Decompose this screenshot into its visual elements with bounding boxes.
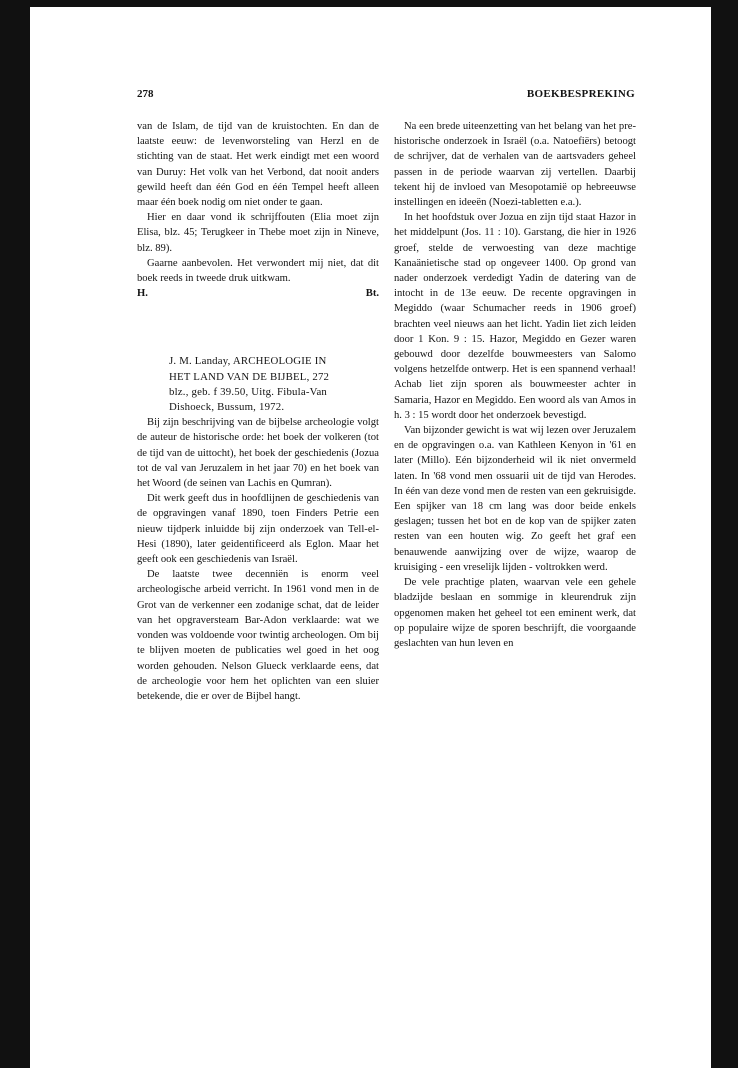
citation-line: J. M. Landay, ARCHEOLOGIE IN xyxy=(169,355,327,368)
scan-edge-left xyxy=(0,0,30,1068)
signature-initials: Bt. xyxy=(365,288,379,300)
paragraph: Gaarne aanbevolen. Het verwondert mij niet, dat dit boek reeds in tweede druk uitkwam. xyxy=(137,257,379,285)
paragraph: Hier en daar vond ik schrijffouten (Elia moet zijn Elisa, blz. 45; Terugkeer in Thebe moet zijn in Nineve, blz. 89). xyxy=(137,212,379,254)
right-column xyxy=(394,119,636,651)
paragraph: van de Islam, de tijd van de kruistochten. En dan de laatste eeuw: de levenworsteling van Herzl en de stichting van de staat. Het werk eindigt met een woord van Duruy: Het volk van het Verbond, dat nooit anders gewild heeft dan één God en één Tempel heeft alleen maar één boek nodig om niet onder te gaan. xyxy=(137,121,379,209)
paragraph: De vele prachtige platen, waarvan vele een gehele bladzijde beslaan en sommige in kleurendruk zijn opgenomen maken het geheel tot een eminent werk, dat op populaire wijze de sporen beschrijft, die voorgaande geslachten van hun leven en xyxy=(394,577,636,649)
citation-line: Dishoeck, Bussum, 1972. xyxy=(169,401,285,414)
page-number: 278 xyxy=(137,88,154,100)
page-header xyxy=(137,88,635,104)
citation-line: HET LAND VAN DE BIJBEL, 272 xyxy=(169,370,330,383)
book-citation xyxy=(169,354,380,415)
left-column xyxy=(137,119,379,704)
paragraph: Dit werk geeft dus in hoofdlijnen de geschiedenis van de opgravingen vanaf 1890, toen Finders Petrie een nieuw tijdperk inluidde bij zijn onderzoek van Tell-el-Hesi (1890), later geidentificeerd als Eglon. Maar het geeft ook een geschiedenis van Israël. xyxy=(137,493,379,566)
reviewer-signature xyxy=(137,286,379,301)
running-head: BOEKBESPREKING xyxy=(526,88,635,100)
signature-initial: H. xyxy=(137,288,148,300)
citation-line: blz., geb. f 39.50, Uitg. Fibula-Van xyxy=(169,385,328,398)
paragraph: In het hoofdstuk over Jozua en zijn tijd staat Hazor in het middelpunt (Jos. 11 : 10). Garstang, die hier in 1926 groef, stelde de verwoesting van deze machtige Kanaänietische stad op ongeveer 1400. Op grond van nader onderzoek verdedigt Yadin de datering van de intocht in de 13e eeuw. De recente opgravingen in Megiddo (waar Schumacher reeds in 1906 groef) brachten veel nieuws aan het licht. Yadin liet zich leiden door 1 Kon. 9 : 15. Hazor, Megiddo en Gezer waren gebouwd door dezelfde bouwmeesters van Salomo volgens hetzelfde ontwerp. Het is een spannend verhaal! Achab liet zijn sporen als bouwmeester achter in Samaria, Hazor en Megiddo. Een woord als van Amos in h. 3 : 15 wordt door het onderzoek bevestigd. xyxy=(394,212,636,421)
paragraph: De laatste twee decenniën is enorm veel archeologische arbeid verricht. In 1961 vond men in de Grot van de verkenner een zodanige schat, dat de leider van het opgraversteam Bar-Adon verklaarde: wat we vonden was voldoende voor twintig archeologen. Om bij te blijven moeten de publicaties wel goed in het oog worden gehouden. Nelson Glueck verklaarde eens, dat de archeologie voor hem het oplichten van een sluier betekende, die er over de Bijbel hangt. xyxy=(137,569,379,702)
paragraph: Na een brede uiteenzetting van het belang van het pre-historische onderzoek in Israël (o.a. Natoefiërs) betoogt de schrijver, dat de verhalen van de aartsvaders geheel passen in de periode waarvan zij vertellen. Daarbij tekent hij de invloed van Mesopotamië op hebreeuwse instellingen en ideeën (Noezi-tabletten e.a.). xyxy=(394,121,636,209)
paragraph: Bij zijn beschrijving van de bijbelse archeologie volgt de auteur de historische orde: het boek der volkeren (tot de tijd van de uittocht), het boek der geschiedenis (Jozua tot de val van Jeruzalem in het jaar 70) en het boek van het Woord (de seinen van Lachis en Qumran). xyxy=(137,417,379,490)
paragraph: Van bijzonder gewicht is wat wij lezen over Jeruzalem en de opgravingen o.a. van Kathleen Kenyon in '61 en later (Millo). Eén bijzonderheid wil ik niet onvermeld laten. In '68 vond men ossuarii uit de tijd van Herodes. In één van deze vond men de resten van een gekruisigde. Een spijker van 18 cm lang was door beide enkels geslagen; tussen het bot en de kop van de spijker zaten resten van een houten wig. Zo geeft het graf een benauwende aanwijzing over de wijze, waarop de kruisiging - een vreselijk lijden - voltrokken werd. xyxy=(394,425,636,573)
scan-edge-right xyxy=(711,0,738,1068)
scan-edge-top xyxy=(0,0,738,7)
